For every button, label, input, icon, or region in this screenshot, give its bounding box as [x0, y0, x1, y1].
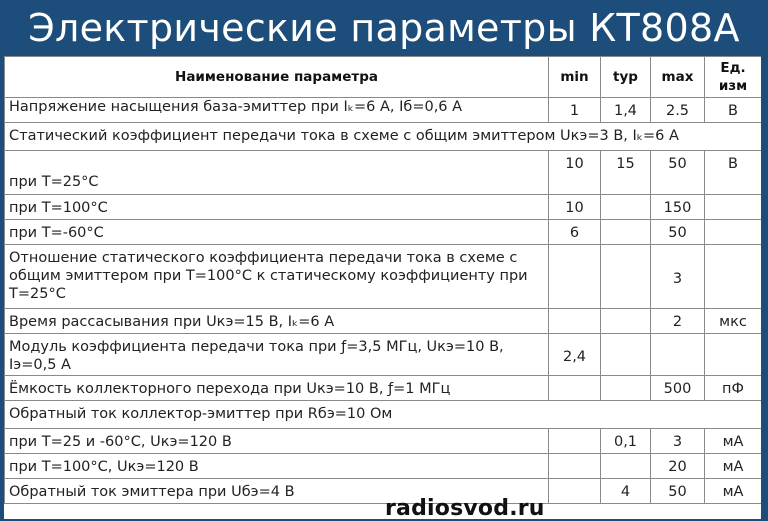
param-typ: 1,4 — [601, 98, 651, 123]
header-typ: typ — [601, 57, 651, 98]
param-typ — [601, 454, 651, 479]
header-max: max — [651, 57, 705, 98]
parameters-sheet — [4, 56, 761, 519]
param-typ: 15 — [601, 151, 651, 195]
param-name: при Т=100°С — [5, 195, 549, 220]
param-max: 2 — [651, 309, 705, 334]
section-row — [5, 123, 762, 151]
param-unit — [705, 220, 762, 245]
param-typ — [601, 334, 651, 376]
param-name: Обратный ток эмиттера при Uбэ=4 В — [5, 479, 549, 504]
param-max: 2.5 — [651, 98, 705, 123]
param-unit: пФ — [705, 376, 762, 401]
table-header-row — [5, 57, 762, 98]
param-min: 1 — [549, 98, 601, 123]
param-max: 50 — [651, 220, 705, 245]
table-row — [5, 195, 762, 220]
table-row — [5, 151, 762, 195]
param-typ — [601, 220, 651, 245]
section-label: Статический коэффициент передачи тока в схеме с общим эмиттером Uкэ=3 В, Iₖ=6 А — [5, 123, 762, 151]
param-unit: мкс — [705, 309, 762, 334]
param-typ — [601, 195, 651, 220]
param-name: Время рассасывания при Uкэ=15 В, Iₖ=6 А — [5, 309, 549, 334]
param-min: 6 — [549, 220, 601, 245]
param-typ — [601, 309, 651, 334]
table-row — [5, 376, 762, 401]
table-row — [5, 479, 762, 504]
param-unit: мА — [705, 429, 762, 454]
param-min: 2,4 — [549, 334, 601, 376]
param-min — [549, 245, 601, 309]
param-min: 10 — [549, 151, 601, 195]
param-max: 50 — [651, 151, 705, 195]
param-min: 10 — [549, 195, 601, 220]
header-name: Наименование параметра — [5, 57, 549, 98]
param-name: Модуль коэффициента передачи тока при ƒ=3,5 МГц, Uкэ=10 В, Iэ=0,5 А — [5, 334, 549, 376]
table-row — [5, 245, 762, 309]
param-name: при Т=25°С — [5, 151, 549, 195]
param-name: при Т=-60°С — [5, 220, 549, 245]
table-row — [5, 429, 762, 454]
parameters-table — [4, 56, 761, 504]
param-min — [549, 376, 601, 401]
param-unit: мА — [705, 479, 762, 504]
param-max: 50 — [651, 479, 705, 504]
table-row — [5, 334, 762, 376]
watermark: radiosvod.ru — [385, 496, 545, 521]
param-max: 500 — [651, 376, 705, 401]
param-name: при Т=25 и -60°С, Uкэ=120 В — [5, 429, 549, 454]
param-min — [549, 454, 601, 479]
param-unit: В — [705, 151, 762, 195]
param-typ — [601, 376, 651, 401]
param-typ: 0,1 — [601, 429, 651, 454]
param-max: 150 — [651, 195, 705, 220]
param-name: Отношение статического коэффициента передачи тока в схеме с общим эмиттером при Т=100°С к статическому коэффициенту при Т=25°С — [5, 245, 549, 309]
section-row — [5, 401, 762, 429]
param-max: 3 — [651, 429, 705, 454]
param-min — [549, 479, 601, 504]
param-unit — [705, 245, 762, 309]
header-min: min — [549, 57, 601, 98]
param-unit: В — [705, 98, 762, 123]
param-name: Напряжение насыщения база-эмиттер при Iₖ=6 А, Iб=0,6 А — [5, 98, 549, 123]
param-min — [549, 309, 601, 334]
table-row — [5, 309, 762, 334]
param-min — [549, 429, 601, 454]
param-unit: мА — [705, 454, 762, 479]
param-unit — [705, 334, 762, 376]
table-row — [5, 454, 762, 479]
param-typ — [601, 245, 651, 309]
table-row — [5, 98, 762, 123]
page-title: Электрические параметры КТ808А — [28, 6, 740, 50]
param-name: при Т=100°С, Uкэ=120 В — [5, 454, 549, 479]
param-name: Ёмкость коллекторного перехода при Uкэ=10 В, ƒ=1 МГц — [5, 376, 549, 401]
param-typ: 4 — [601, 479, 651, 504]
section-label: Обратный ток коллектор-эмиттер при Rбэ=10 Ом — [5, 401, 762, 429]
header-unit: Ед. изм — [705, 57, 762, 98]
param-max: 20 — [651, 454, 705, 479]
param-unit — [705, 195, 762, 220]
param-max — [651, 334, 705, 376]
table-row — [5, 220, 762, 245]
param-max: 3 — [651, 245, 705, 309]
